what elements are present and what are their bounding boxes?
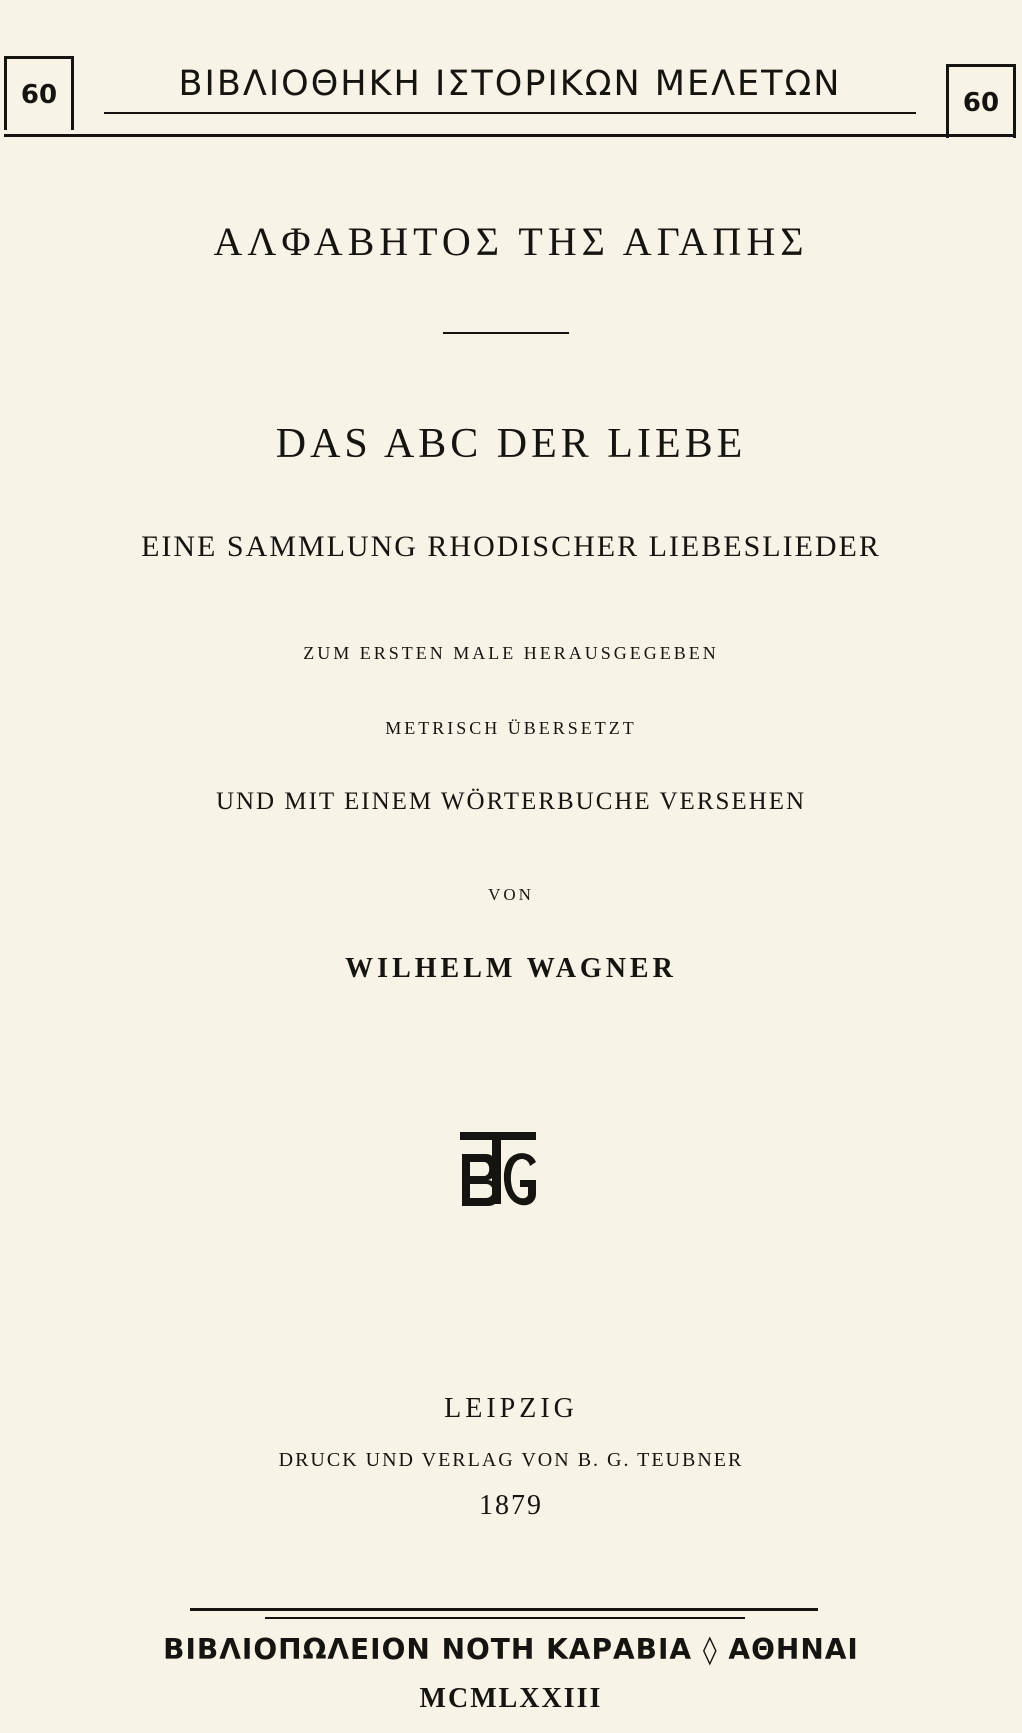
bg-monogram-icon [458,1132,538,1208]
series-header [4,56,1016,140]
volume-number-left: 60 [4,56,74,130]
series-title-underline [104,112,916,114]
edition-note-1: ZUM ERSTEN MALE HERAUSGEGEBEN [303,643,719,663]
german-title: DAS ABC DER LIEBE [275,421,747,467]
series-title: ΒΙΒΛΙΟΘΗΚΗ ΙΣΤΟΡΙΚΩΝ ΜΕΛΕΤΩΝ [178,64,842,104]
reprint-publisher: ΒΙΒΛΙΟΠΩΛΕΙΟΝ ΝΟΤΗ ΚΑΡΑΒΙΑ ◊ ΑΘΗΝΑΙ [163,1633,859,1666]
edition-note-2: METRISCH ÜBERSETZT [385,718,637,738]
subtitle: EINE SAMMLUNG RHODISCHER LIEBESLIEDER [141,530,881,563]
imprint-year: 1879 [479,1490,543,1521]
footer-rule [190,1608,818,1611]
footer-rule-short [265,1617,745,1619]
reprint-year: MCMLXXIII [419,1683,603,1714]
author-name: WILHELM WAGNER [345,953,677,984]
volume-number-right: 60 [946,64,1016,138]
title-separator [443,332,569,334]
imprint-place: LEIPZIG [444,1393,578,1424]
imprint-printer: DRUCK UND VERLAG VON B. G. TEUBNER [278,1449,744,1471]
edition-note-3: UND MIT EINEM WÖRTERBUCHE VERSEHEN [215,788,807,815]
greek-title: ΑΛΦΑΒΗΤΟΣ ΤΗΣ ΑΓΑΠΗΣ [213,219,809,264]
header-divider [4,134,1016,137]
by-line: VON [488,885,534,904]
